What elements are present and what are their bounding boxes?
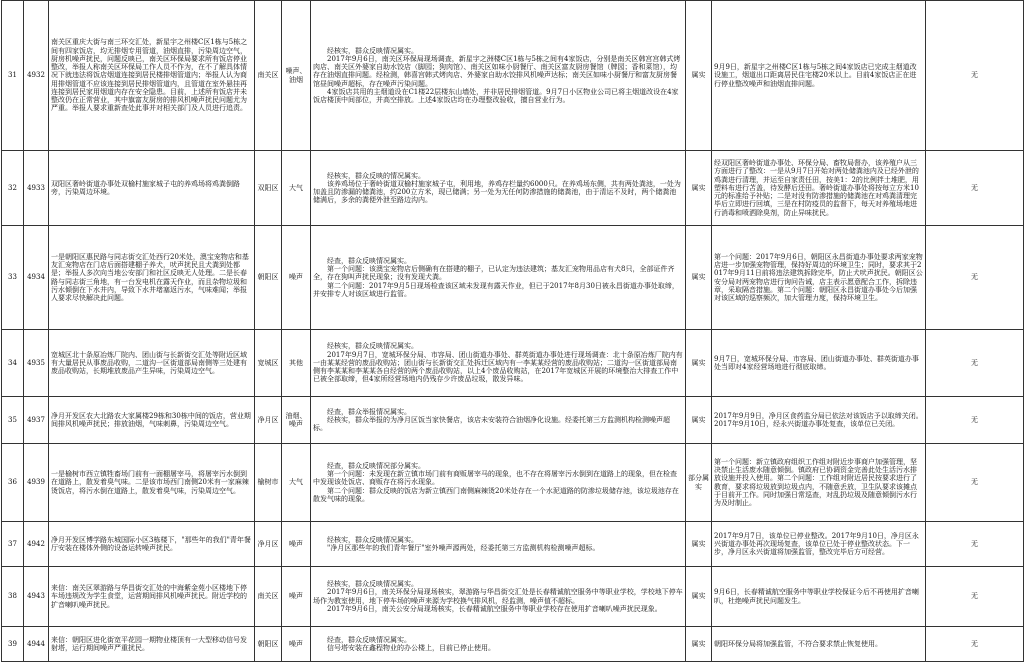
findings-cell xyxy=(311,1,686,151)
findings-paragraph: 2017年9月6日，南关区环保局现场调查，新星宇之洲楼C区1栋与5栋之间有4家饭店，分别是南关区韩宫宫韩式烤肉店、南关区外婆家自助水饺店（脚园；狗肉馆）、南关区如味小厨餐厅、南关区富友厨房餐馆（牌园；香和菜馆），均存在油烟直排问题。经检测，韩喜宫韩式烤肉店、外婆家自助水饺排风机噪声达标；南关区如味小厨餐厅和富友厨房餐馆昼间噪声超标，存在噪声污染问题。 xyxy=(313,54,681,88)
findings-cell xyxy=(311,226,686,330)
verdict-cell: 属实 xyxy=(686,522,712,567)
verdict-cell: 属实 xyxy=(686,1,712,151)
table-row xyxy=(2,567,1024,627)
verdict-cell: 部分属实 xyxy=(686,444,712,522)
complaint-cell: 净月开发区博学路东城国际小区3栋楼下，"那些年的我们"青年餐厅安装在楼体外侧的设备运转噪声扰民。 xyxy=(49,522,255,567)
findings-cell xyxy=(311,567,686,627)
row-number-cell: 38 xyxy=(2,567,24,627)
case-id-cell: 4934 xyxy=(24,226,49,330)
case-id-cell: 4937 xyxy=(24,397,49,444)
findings-paragraph: 经核实，群众反映情况属实。 xyxy=(327,580,418,588)
complaint-cell: 双阳区奢岭街道办事处双榆村施家城子屯的养鸡场将鸡粪倒路旁，污染周边环境。 xyxy=(49,151,255,226)
accountability-cell: 无 xyxy=(926,567,1024,627)
row-number-cell: 34 xyxy=(2,330,24,397)
findings-paragraph: 经核实，群众反映情况属实。 xyxy=(327,535,418,544)
result-cell: 第一个问题：新立镇政府组织工作组对附近步事商户加强管理，坚决禁止生活废水随意倾倒。镇政府已协调资金完善此处生活污水排放设施并投入使用。第二个问题：工作组对附近居民按要求进行了教育，要求将垃圾放到垃圾点内，不随意丢放，卫生队要求该摊点于目前开工作。同时加强日常巡查，对乱扔垃圾及随意倾倒污水行为及时制止。 xyxy=(712,444,926,522)
findings-paragraph: 经核实，群众反映的情况属实。 xyxy=(327,171,425,180)
findings-paragraph: 第二个问题：群众反映的饭店为新立镇西门南侧麻辣烫20米处存在一个水泥道路的防渗垃圾储存池，该垃圾池存在散发气味的现象。 xyxy=(313,486,679,503)
findings-paragraph: 经核实，群众反映情况属实。 xyxy=(327,46,418,55)
complaint-cell: 来信：朝阳区进化街宽平花园一期物业楼顶有一大型移动信号发射塔，运行期间噪声严重扰民。 xyxy=(49,627,255,662)
complaint-cell: 来信：南关区翠游路与华昌街交汇处的中海紫金苑小区楼地下停车场违规改为学生食堂，运营期间排风机噪声扰民。附近学校的扩音喇叭噪声扰民。 xyxy=(49,567,255,627)
findings-cell xyxy=(311,522,686,567)
findings-paragraph: 第一个问题：未发现在新立镇市场门前有商贩屠宰马的现象，也不存在将屠宰污水倒到在道路上的现象，但在检查中发现该处饭店、商贩存在将污水现象。 xyxy=(313,470,677,487)
district-cell: 朝阳区 xyxy=(255,627,282,662)
row-number-cell: 32 xyxy=(2,151,24,226)
case-id-cell: 4939 xyxy=(24,444,49,522)
findings-paragraph: 信号塔安装在鑫程物业的办公楼上，目前已停止使用。 xyxy=(327,644,495,652)
case-id-cell: 4944 xyxy=(24,627,49,662)
findings-paragraph: 2017年9月6日，南关环保分局现场核实，翠游路与华昌街交汇处是长春精诚航空服务中等职业学校，学校地下停车场作为教室使用，地下停车场的噪声来源为学校换气排风机，经监测，噪声值不超标。 xyxy=(313,588,683,605)
findings-paragraph: 经核实，群众举报的为净月区饭当家快餐店，该店未安装符合油烟净化设施。经委托第三方监测机构检测噪声超标。 xyxy=(313,415,670,433)
accountability-cell: 无 xyxy=(926,627,1024,662)
result-cell: 朝阳环保分局将加强监管，不符合要求禁止恢复使用。 xyxy=(712,627,926,662)
pollution-type-cell: 噪声 xyxy=(282,226,311,330)
result-cell: 经双阳区奢岭街道办事处、环保分局、畜牧局督办，该养殖户从三方面进行了整改：一是从9月7日开始对两处储粪池内及已经外泄的鸡粪进行清理，并运至自家责任田，按美1：2的比例拌土堆肥，用塑料布进行苫盖，待发酵后还田。奢岭街道办事处将按每立方米10元的标准给予补贴；二是对没有防渗措施的储粪池在对鸡粪清理完毕后立即进行回填，三是在村防疫员的监督下，每天对养殖场地进行消毒和喷洒除臭剂，防止异味扰民。 xyxy=(712,151,926,226)
result-cell: 9月6日，长春精诚航空服务中等职业学校保证今后不再使用扩音喇叭，杜绝噪声扰民问题发生。 xyxy=(712,567,926,627)
table-row xyxy=(2,226,1024,330)
findings-paragraph: 经查，群众反映情况属实。 xyxy=(327,256,411,265)
findings-paragraph: 第一个问题：该澳宝宠物店后侧确有在搭建的棚子，已认定为违法建筑；基友汇宠物用品店有犬8只，全部证件齐全，存在狗叫声扰民现象；没有发现犬粪。 xyxy=(313,265,675,282)
pollution-type-cell: 噪声、油烟 xyxy=(282,1,311,151)
accountability-cell: 无 xyxy=(926,522,1024,567)
case-id-cell: 4933 xyxy=(24,151,49,226)
table-row xyxy=(2,330,1024,397)
district-cell: 净月区 xyxy=(255,397,282,444)
verdict-cell: 属实 xyxy=(686,330,712,397)
verdict-cell: 属实 xyxy=(686,226,712,330)
findings-paragraph: 2017年9月6日，南关公安分局现场核实，长春精诚航空服务中等职业学校存在使用扩音喇叭噪声扰民现象。 xyxy=(327,604,662,613)
pollution-type-cell: 油烟、噪声 xyxy=(282,397,311,444)
row-number-cell: 39 xyxy=(2,627,24,662)
complaint-cell: 净月开发区农大北路农大家属楼29栋和30栋中间的饭店，营业期间排风机噪声扰民；排放油烟，气味刺鼻，污染周边空气。 xyxy=(49,397,255,444)
pollution-type-cell: 其他 xyxy=(282,330,311,397)
findings-paragraph: "净月区那些年的我们青年餐厅"室外噪声源两处，经委托第三方监测机构检测噪声超标。 xyxy=(327,544,600,552)
complaint-cell: 一是榆树市西立镇牲畜场门前有一面棚屠宰马，将屠宰污水倒到在道路上，散发着臭气味。二是该市场西门南侧20米有一家麻辣烫饭店，将污水倒在道路上，散发着臭气味，污染周边空气。 xyxy=(49,444,255,522)
verdict-cell: 属实 xyxy=(686,567,712,627)
complaint-table xyxy=(1,0,1024,662)
district-cell: 朝阳区 xyxy=(255,226,282,330)
accountability-cell: 无 xyxy=(926,330,1024,397)
findings-cell xyxy=(311,151,686,226)
accountability-cell: 无 xyxy=(926,226,1024,330)
complaint-cell: 一是朝阳区惠民路与同志街交汇处西行20米处，澳宝宠物店和基友汇宠物店在门店后面搭建棚子养犬，吠声扰民且犬粪到处都是；举报人多次向当地公安部门和社区反映无人处理。二是长春路与同志街三角地，有一台发电机在露天作业，而且杂物垃圾和污水倾倒在下水井内，导致下水井堵塞返污水，气味难闻；举报人要求尽快解决此问题。 xyxy=(49,226,255,330)
row-number-cell: 37 xyxy=(2,522,24,567)
findings-cell xyxy=(311,330,686,397)
findings-paragraph: 经查，群众反映情况部分属实。 xyxy=(327,461,425,470)
verdict-cell: 属实 xyxy=(686,397,712,444)
row-number-cell: 36 xyxy=(2,444,24,522)
accountability-cell: 无 xyxy=(926,1,1024,151)
table-row xyxy=(2,627,1024,662)
pollution-type-cell: 噪声 xyxy=(282,567,311,627)
table-row xyxy=(2,151,1024,226)
findings-paragraph: 2017年9月7日，宽城环保分局、市容局、团山街道办事处、群英街道办事处进行现场调查：北十条原冶炼厂院内有一由某某经营的废品收购站；团山街与长新街交汇处拆迁区域内有一李某某经营的废品收购站；二道沟一区街道部局南侧有李某某和李某某各自经营的两个废品收购站，以上4个废品收购站，在2017年宽城区开展的环境整治大排查工作中已被全部取缔，但4家所经营场地内仍残存少许废品垃圾，散发异味。 xyxy=(313,350,683,384)
table-row xyxy=(2,522,1024,567)
result-cell: 9月9日，新星宇之州楼C区1栋与5栋之间4家饭店已完成主烟道改设施工，烟道出口距离居民住宅楼20米以上。目前4家饭店正在进行停业整改噪声和油烟直排问题。 xyxy=(712,1,926,151)
findings-paragraph: 4家饭店共用的主烟道设在C1楼22层楼东山墙处，并非居民排烟管道。9月7日小区物业公司已将主烟道改设在4家饭店楼顶中间部位，并高空排放。上述4家饭店均在办理整改验收，擅自营业行为。 xyxy=(313,87,679,105)
case-id-cell: 4943 xyxy=(24,567,49,627)
pollution-type-cell: 噪声 xyxy=(282,522,311,567)
row-number-cell: 31 xyxy=(2,1,24,151)
accountability-cell: 无 xyxy=(926,444,1024,522)
findings-cell xyxy=(311,444,686,522)
accountability-cell: 无 xyxy=(926,397,1024,444)
row-number-cell: 35 xyxy=(2,397,24,444)
findings-cell xyxy=(311,627,686,662)
result-cell: 第一个问题：2017年9月6日，朝阳区永昌街道办事处要求两家宠物店进一步加强宠物管理，保持好周边的环境卫生；同时，要求其于2017年9月11日前将违法建筑拆除完毕，防止犬吠声扰民。朝阳区公安分局对两宠物店进行询问告诫，店主表示愿意配合工作，拆除违章，采取隔音措施。第二个问题：朝阳区永昌街道办事处今后加强对该区域的巡察频次，加大管理力度，保持环境卫生。 xyxy=(712,226,926,330)
row-number-cell: 33 xyxy=(2,226,24,330)
table-body xyxy=(2,1,1024,662)
result-cell: 9月7日，宽城环保分局、市容局、团山街道办事处、群英街道办事处当即对4家经营场地进行彻底取缔。 xyxy=(712,330,926,397)
findings-paragraph: 经查，群众举报情况属实。 xyxy=(327,407,411,416)
case-id-cell: 4935 xyxy=(24,330,49,397)
result-cell: 2017年9月9日，净月区食药监分局已依法对该饭店予以取缔关闭。2017年9月10日，经永兴街道办事处复查，该单位已关闭。 xyxy=(712,397,926,444)
pollution-type-cell: 大气 xyxy=(282,444,311,522)
verdict-cell: 属实 xyxy=(686,627,712,662)
district-cell: 南关区 xyxy=(255,567,282,627)
verdict-cell: 属实 xyxy=(686,151,712,226)
findings-paragraph: 经查，群众反映情况属实。 xyxy=(327,635,411,644)
table-row xyxy=(2,1,1024,151)
complaint-cell: 南关区重庆大街与南三环交汇处，新星宇之州楼C区1栋与5栋之间有四家饭店，均无排烟专用管道，油烟直排，污染周边空气，厨房机噪声扰民，问题反映已，南关区环保局要求所有饭店停业整改，举报人称南关区环保局工作人员不作为，在不了解具体情况下就违法将饭店烟道连接到居民楼排烟管道内；举报人认为商用排烟管道不应该连接到居民排烟管道内，且管道在室外悬挂再连接到居民家用烟道内存在安全隐患。目前，上述所有饭店并未整改仍在正常营业，其中旗富友厨房的排风机噪声扰民问题尤为严重。举报人要求重新查处此事并对相关部门及人员进行追责。 xyxy=(49,1,255,151)
district-cell: 南关区 xyxy=(255,1,282,151)
pollution-type-cell: 大气 xyxy=(282,151,311,226)
findings-cell xyxy=(311,397,686,444)
case-id-cell: 4932 xyxy=(24,1,49,151)
district-cell: 宽城区 xyxy=(255,330,282,397)
findings-paragraph: 经核实，群众反映情况属实。 xyxy=(327,342,418,351)
findings-paragraph: 第二个问题：2017年9月5日现场检查该区域未发现有露天作业，但已于2017年8月30日被永昌街道办事处取缔，并安排专人对该区域进行监管。 xyxy=(313,281,679,298)
findings-paragraph: 该养鸡场位于奢岭街道双榆村施家城子屯，利用地，养鸡存栏量约6000只。在养鸡场东侧，共有两处粪池，一处为加盖且防渗漏的储粪池，约200立方米，现已储满；另一处为无任何防渗措施的储粪池，由于清运不及时，两个储粪池储满后，多余的粪便外泄至路边沟内。 xyxy=(313,179,681,205)
result-cell: 2017年9月7日，该单位已停业整改。2017年9月10日，净月区永兴街道办事处再次现场复查，该单位已处于停业整改状态。下一步，净月区永兴街道将加强监管，整改完毕后方可经营。 xyxy=(712,522,926,567)
district-cell: 双阳区 xyxy=(255,151,282,226)
district-cell: 榆树市 xyxy=(255,444,282,522)
accountability-cell: 无 xyxy=(926,151,1024,226)
pollution-type-cell: 噪声 xyxy=(282,627,311,662)
district-cell: 净月区 xyxy=(255,522,282,567)
table-row xyxy=(2,397,1024,444)
table-row xyxy=(2,444,1024,522)
case-id-cell: 4942 xyxy=(24,522,49,567)
complaint-cell: 宽城区北十条原冶炼厂院内、团山街与长新街交汇处等附近区域有大量居民从事废品收购，二道沟一区街道部局南侧等三处建有废品收购站，长期堆放废品产生异味，污染周边空气。 xyxy=(49,330,255,397)
